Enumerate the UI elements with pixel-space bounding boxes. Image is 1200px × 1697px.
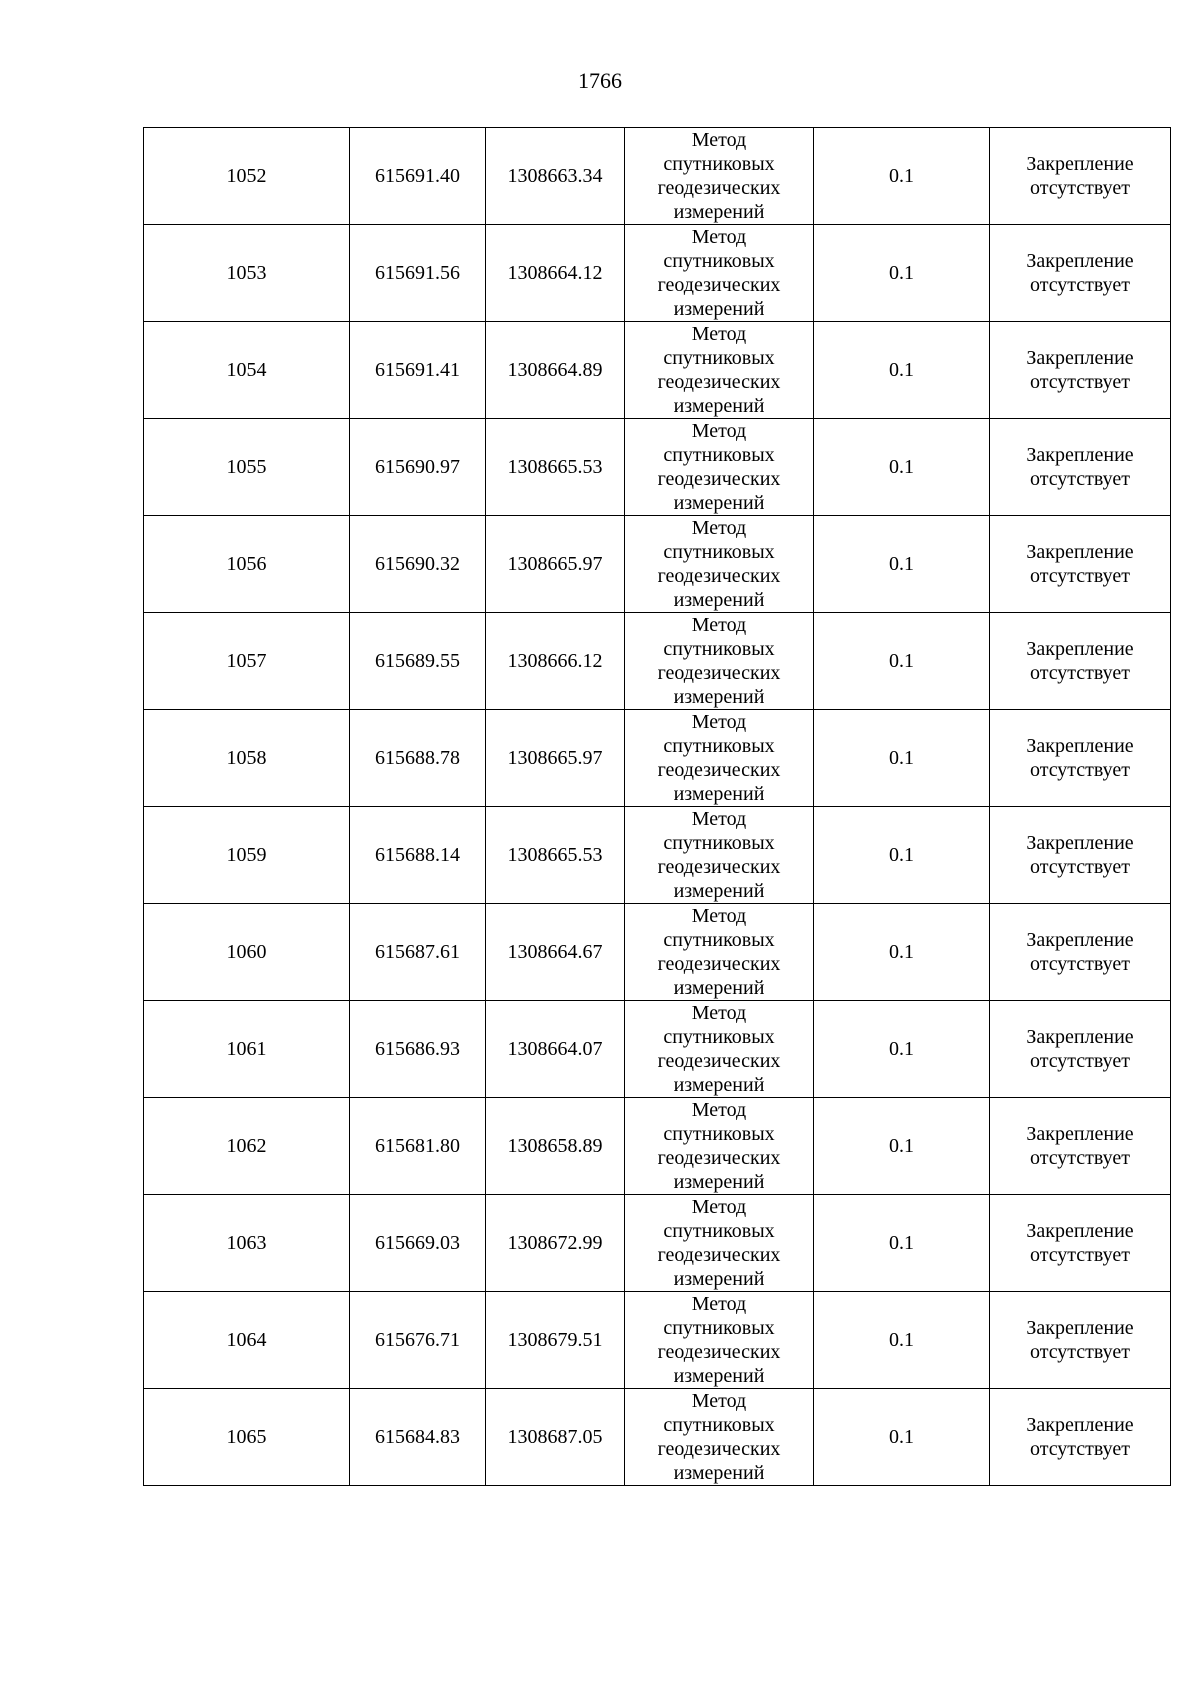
accuracy-cell: 0.1: [814, 807, 990, 904]
x-coordinate-cell: 615691.40: [350, 128, 486, 225]
accuracy-cell: 0.1: [814, 710, 990, 807]
fixing-cell: [990, 516, 1171, 613]
point-number-cell: 1055: [144, 419, 350, 516]
method-cell-text: Метод спутниковых геодезических измерений: [657, 1390, 781, 1484]
method-cell-text: Метод спутниковых геодезических измерений: [657, 905, 781, 999]
y-coordinate-cell: 1308665.53: [486, 807, 625, 904]
method-cell: [625, 225, 814, 322]
y-coordinate-cell: 1308663.34: [486, 128, 625, 225]
fixing-cell: [990, 225, 1171, 322]
accuracy-cell: 0.1: [814, 1292, 990, 1389]
fixing-cell: [990, 322, 1171, 419]
accuracy-cell: 0.1: [814, 419, 990, 516]
method-cell-text: Метод спутниковых геодезических измерений: [657, 614, 781, 708]
accuracy-cell: 0.1: [814, 322, 990, 419]
point-number-cell: 1058: [144, 710, 350, 807]
x-coordinate-cell: 615690.32: [350, 516, 486, 613]
method-cell-text: Метод спутниковых геодезических измерений: [657, 517, 781, 611]
point-number-cell: 1065: [144, 1389, 350, 1486]
coordinates-table-body: [144, 128, 1171, 1486]
fixing-cell: [990, 1389, 1171, 1486]
method-cell-text: Метод спутниковых геодезических измерений: [657, 420, 781, 514]
fixing-cell: [990, 1292, 1171, 1389]
table-row: [144, 1098, 1171, 1195]
table-row: [144, 128, 1171, 225]
method-cell: [625, 128, 814, 225]
fixing-cell-text: Закрепление отсутствует: [1026, 1414, 1134, 1460]
x-coordinate-cell: 615686.93: [350, 1001, 486, 1098]
point-number-cell: 1061: [144, 1001, 350, 1098]
point-number-cell: 1063: [144, 1195, 350, 1292]
fixing-cell: [990, 807, 1171, 904]
method-cell-text: Метод спутниковых геодезических измерений: [657, 1002, 781, 1096]
y-coordinate-cell: 1308665.53: [486, 419, 625, 516]
accuracy-cell: 0.1: [814, 128, 990, 225]
fixing-cell-text: Закрепление отсутствует: [1026, 444, 1134, 490]
accuracy-cell: 0.1: [814, 1001, 990, 1098]
table-row: [144, 225, 1171, 322]
point-number-cell: 1057: [144, 613, 350, 710]
fixing-cell-text: Закрепление отсутствует: [1026, 929, 1134, 975]
method-cell-text: Метод спутниковых геодезических измерений: [657, 129, 781, 223]
accuracy-cell: 0.1: [814, 1098, 990, 1195]
method-cell-text: Метод спутниковых геодезических измерений: [657, 226, 781, 320]
table-row: [144, 419, 1171, 516]
x-coordinate-cell: 615676.71: [350, 1292, 486, 1389]
y-coordinate-cell: 1308664.89: [486, 322, 625, 419]
accuracy-cell: 0.1: [814, 1195, 990, 1292]
table-row: [144, 1001, 1171, 1098]
y-coordinate-cell: 1308664.67: [486, 904, 625, 1001]
fixing-cell-text: Закрепление отсутствует: [1026, 832, 1134, 878]
x-coordinate-cell: 615691.56: [350, 225, 486, 322]
method-cell: [625, 1001, 814, 1098]
fixing-cell-text: Закрепление отсутствует: [1026, 347, 1134, 393]
fixing-cell: [990, 128, 1171, 225]
x-coordinate-cell: 615688.14: [350, 807, 486, 904]
y-coordinate-cell: 1308664.12: [486, 225, 625, 322]
fixing-cell: [990, 904, 1171, 1001]
y-coordinate-cell: 1308666.12: [486, 613, 625, 710]
fixing-cell-text: Закрепление отсутствует: [1026, 541, 1134, 587]
point-number-cell: 1052: [144, 128, 350, 225]
x-coordinate-cell: 615684.83: [350, 1389, 486, 1486]
fixing-cell: [990, 710, 1171, 807]
accuracy-cell: 0.1: [814, 1389, 990, 1486]
method-cell: [625, 1098, 814, 1195]
y-coordinate-cell: 1308687.05: [486, 1389, 625, 1486]
table-row: [144, 710, 1171, 807]
method-cell: [625, 1292, 814, 1389]
fixing-cell-text: Закрепление отсутствует: [1026, 1123, 1134, 1169]
method-cell-text: Метод спутниковых геодезических измерений: [657, 323, 781, 417]
fixing-cell-text: Закрепление отсутствует: [1026, 153, 1134, 199]
method-cell-text: Метод спутниковых геодезических измерений: [657, 1099, 781, 1193]
fixing-cell-text: Закрепление отсутствует: [1026, 1317, 1134, 1363]
method-cell: [625, 807, 814, 904]
x-coordinate-cell: 615687.61: [350, 904, 486, 1001]
fixing-cell-text: Закрепление отсутствует: [1026, 638, 1134, 684]
fixing-cell: [990, 1195, 1171, 1292]
method-cell-text: Метод спутниковых геодезических измерений: [657, 711, 781, 805]
coordinates-table: [143, 127, 1171, 1486]
fixing-cell-text: Закрепление отсутствует: [1026, 1026, 1134, 1072]
point-number-cell: 1064: [144, 1292, 350, 1389]
fixing-cell: [990, 1098, 1171, 1195]
method-cell: [625, 904, 814, 1001]
point-number-cell: 1060: [144, 904, 350, 1001]
accuracy-cell: 0.1: [814, 613, 990, 710]
table-row: [144, 1389, 1171, 1486]
point-number-cell: 1056: [144, 516, 350, 613]
fixing-cell-text: Закрепление отсутствует: [1026, 250, 1134, 296]
table-row: [144, 1195, 1171, 1292]
fixing-cell: [990, 1001, 1171, 1098]
fixing-cell-text: Закрепление отсутствует: [1026, 1220, 1134, 1266]
accuracy-cell: 0.1: [814, 904, 990, 1001]
accuracy-cell: 0.1: [814, 225, 990, 322]
y-coordinate-cell: 1308672.99: [486, 1195, 625, 1292]
table-row: [144, 807, 1171, 904]
method-cell: [625, 613, 814, 710]
accuracy-cell: 0.1: [814, 516, 990, 613]
method-cell: [625, 419, 814, 516]
x-coordinate-cell: 615669.03: [350, 1195, 486, 1292]
x-coordinate-cell: 615689.55: [350, 613, 486, 710]
table-row: [144, 613, 1171, 710]
x-coordinate-cell: 615690.97: [350, 419, 486, 516]
point-number-cell: 1059: [144, 807, 350, 904]
fixing-cell: [990, 419, 1171, 516]
point-number-cell: 1062: [144, 1098, 350, 1195]
point-number-cell: 1053: [144, 225, 350, 322]
page-number: 1766: [578, 68, 622, 93]
method-cell: [625, 322, 814, 419]
table-row: [144, 516, 1171, 613]
table-row: [144, 1292, 1171, 1389]
y-coordinate-cell: 1308665.97: [486, 516, 625, 613]
fixing-cell-text: Закрепление отсутствует: [1026, 735, 1134, 781]
method-cell: [625, 710, 814, 807]
method-cell: [625, 1389, 814, 1486]
method-cell-text: Метод спутниковых геодезических измерений: [657, 808, 781, 902]
fixing-cell: [990, 613, 1171, 710]
x-coordinate-cell: 615691.41: [350, 322, 486, 419]
table-row: [144, 904, 1171, 1001]
table-row: [144, 322, 1171, 419]
y-coordinate-cell: 1308679.51: [486, 1292, 625, 1389]
x-coordinate-cell: 615688.78: [350, 710, 486, 807]
x-coordinate-cell: 615681.80: [350, 1098, 486, 1195]
method-cell: [625, 516, 814, 613]
method-cell-text: Метод спутниковых геодезических измерений: [657, 1196, 781, 1290]
point-number-cell: 1054: [144, 322, 350, 419]
y-coordinate-cell: 1308665.97: [486, 710, 625, 807]
method-cell: [625, 1195, 814, 1292]
y-coordinate-cell: 1308664.07: [486, 1001, 625, 1098]
y-coordinate-cell: 1308658.89: [486, 1098, 625, 1195]
method-cell-text: Метод спутниковых геодезических измерений: [657, 1293, 781, 1387]
